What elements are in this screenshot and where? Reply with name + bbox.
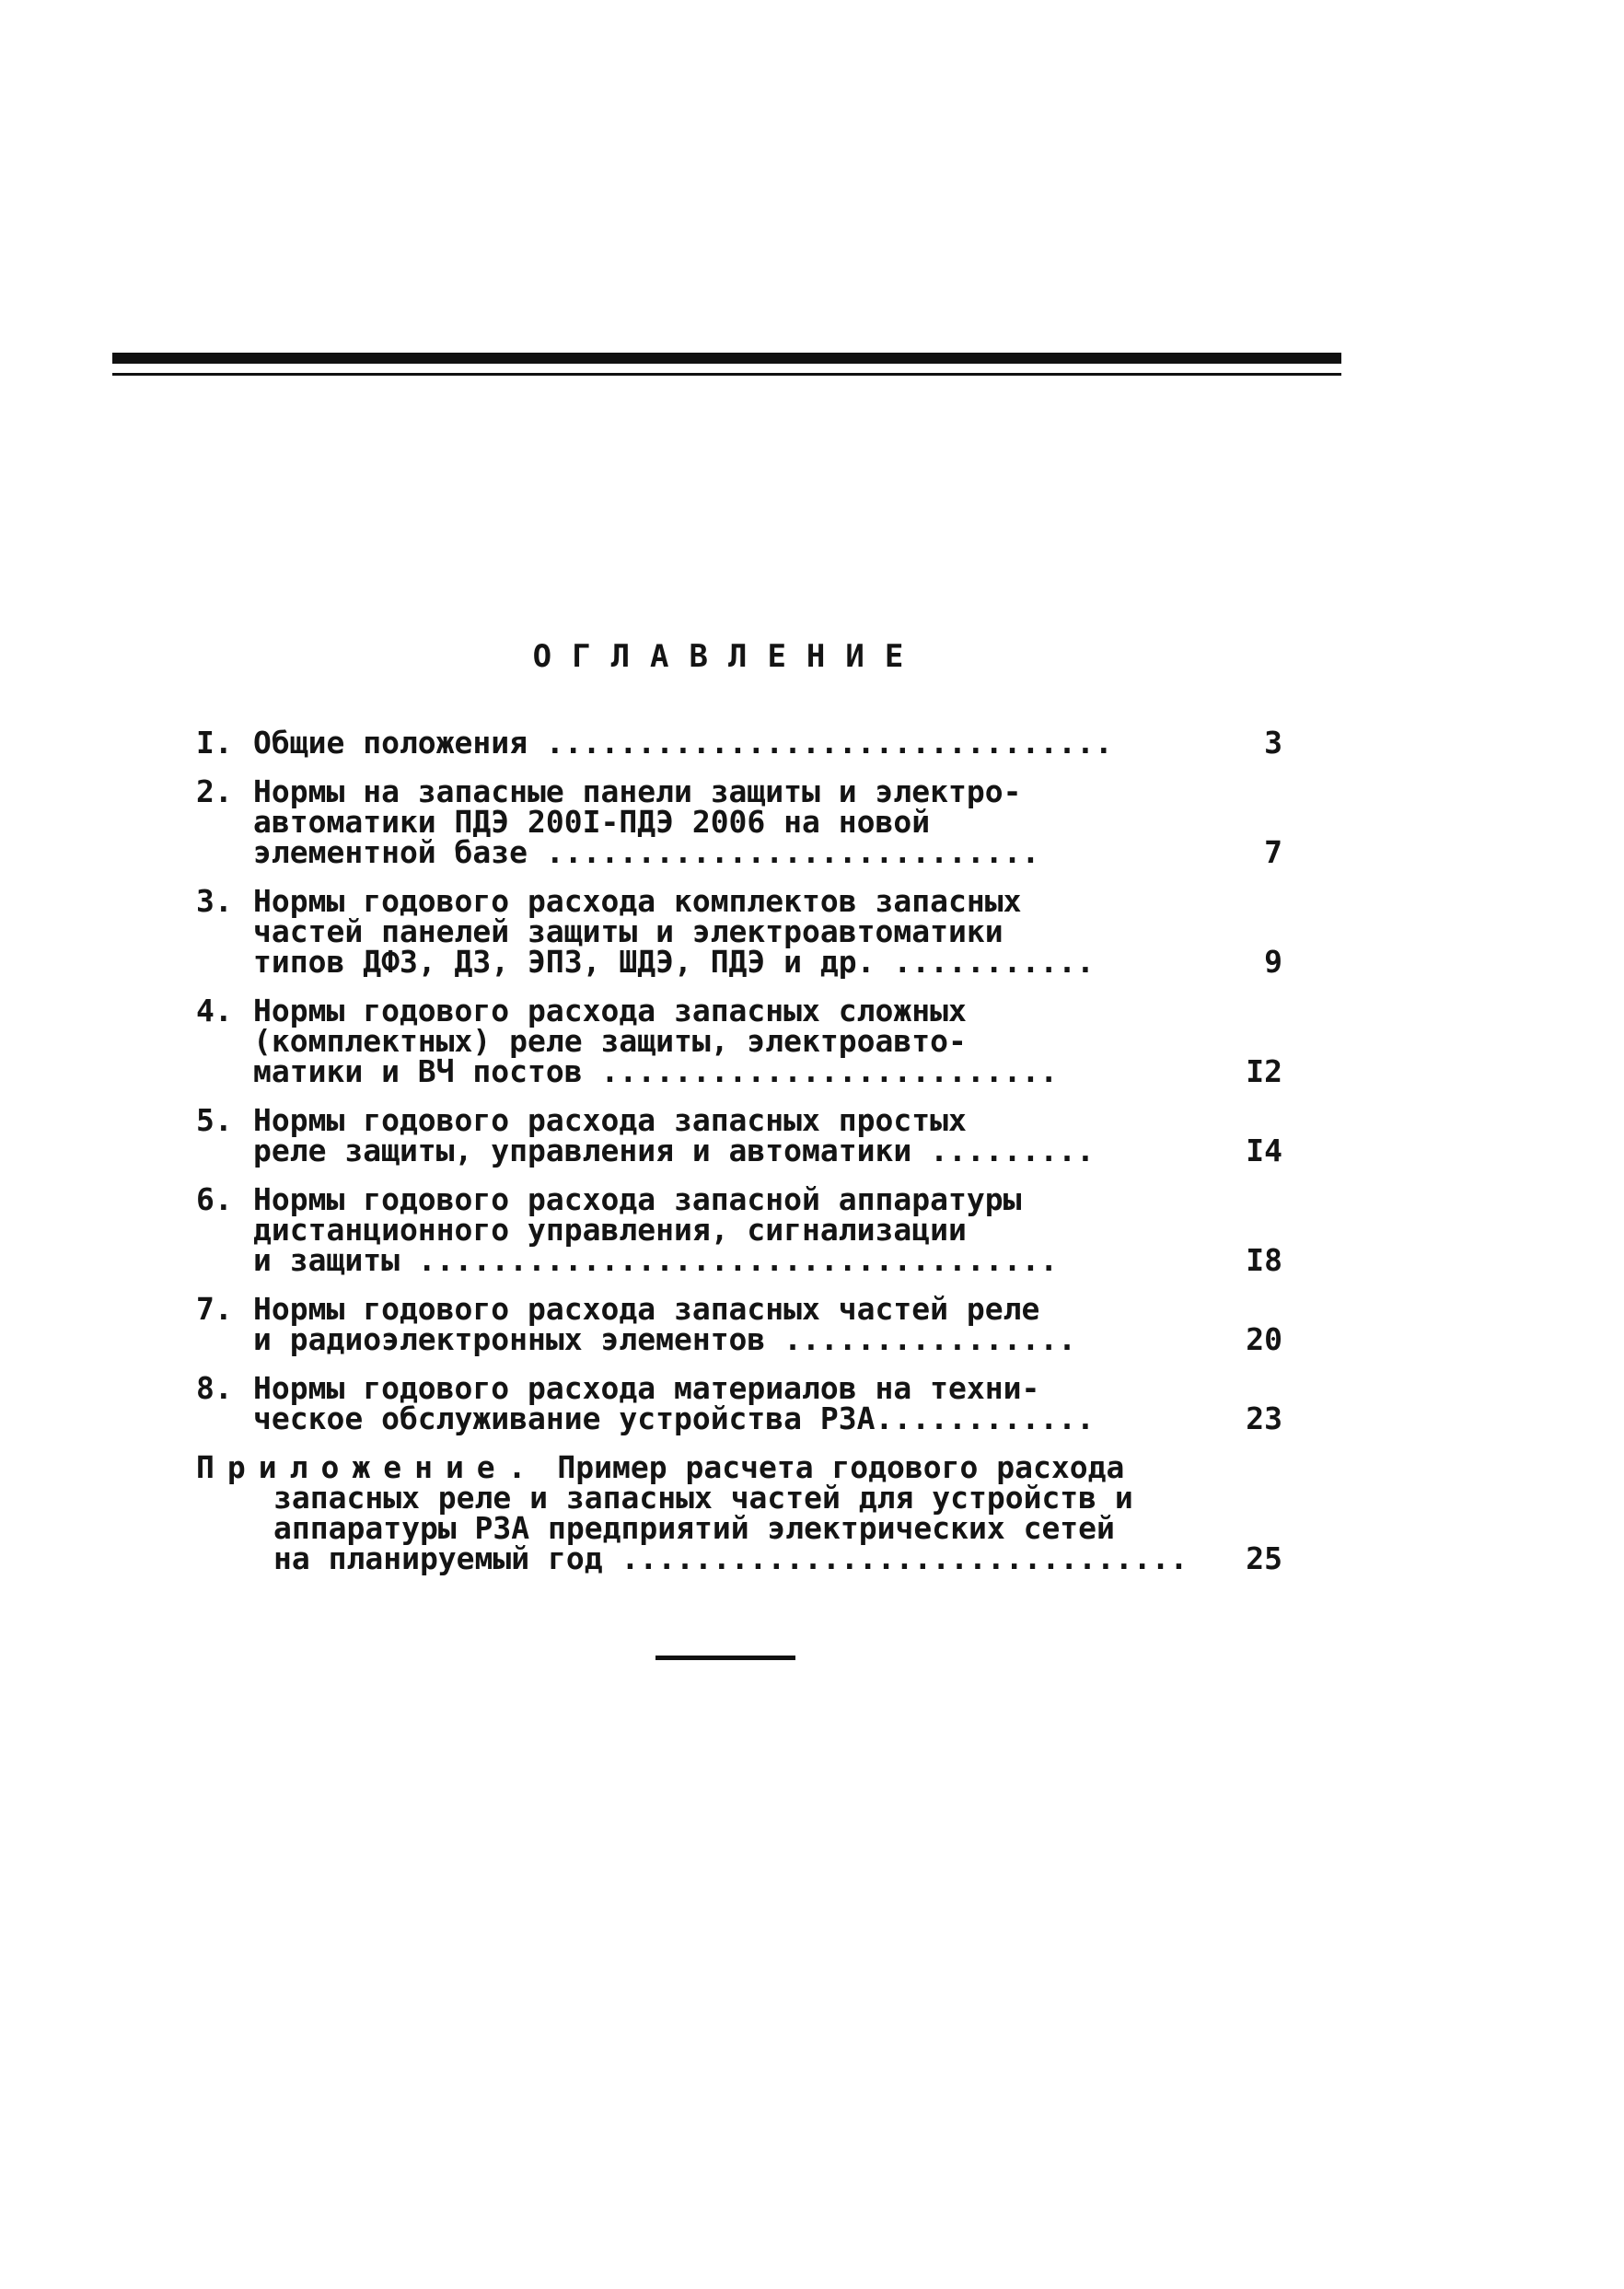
top-rule-thick (112, 353, 1341, 364)
toc-entry-line: реле защиты, управления и автоматики ......... (253, 1133, 1095, 1168)
toc-entry-line: Общие положения ............................... (253, 725, 1113, 761)
toc-entry-line: запасных реле и запасных частей для устройств и (273, 1480, 1133, 1516)
toc-entry-number: 8. (196, 1370, 233, 1406)
toc-entry-page: 7 (1264, 834, 1282, 870)
toc-entry-line: Нормы годового расхода запасных простых (253, 1102, 967, 1138)
toc-entry-line: (комплектных) реле защиты, электроавто- (253, 1023, 967, 1059)
toc-entry-line: автоматики ПДЭ 200I-ПДЭ 2006 на новой (253, 804, 931, 840)
top-rule-thin (112, 373, 1341, 376)
toc-entry-line: типов ДФЗ, ДЗ, ЭПЗ, ШДЭ, ПДЭ и др. ........... (253, 944, 1095, 980)
toc-entry-number: 3. (196, 883, 233, 919)
toc-entry-page: I4 (1246, 1133, 1282, 1168)
toc-entry-line: Нормы годового расхода комплектов запасных (253, 883, 1022, 919)
toc-entry-appendix[interactable] (196, 1449, 1282, 1576)
toc-entry-8[interactable] (196, 1370, 1282, 1436)
toc-entry-line: частей панелей защиты и электроавтоматики (253, 913, 1003, 949)
toc-entry-3[interactable] (196, 883, 1282, 980)
toc-entry-1[interactable] (196, 725, 1282, 761)
toc-entry-line: и защиты ................................... (253, 1242, 1059, 1278)
toc-entry-page: I2 (1246, 1053, 1282, 1089)
toc-entry-line: Нормы на запасные панели защиты и электро- (253, 773, 1022, 809)
toc-entry-page: 9 (1264, 944, 1282, 980)
toc-entry-6[interactable] (196, 1181, 1282, 1278)
toc-entry-page: 20 (1246, 1321, 1282, 1357)
toc-entry-line: Нормы годового расхода запасной аппаратуры (253, 1181, 1022, 1217)
toc-entry-number: I. (196, 725, 233, 761)
toc-entry-page: 3 (1264, 725, 1282, 761)
toc-entry-number: 4. (196, 993, 233, 1028)
toc-entry-line: дистанционного управления, сигнализации (253, 1212, 967, 1248)
toc-entry-line: Нормы годового расхода запасных сложных (253, 993, 967, 1028)
toc-entry-line: аппаратуры РЗА предприятий электрических сетей (273, 1510, 1115, 1546)
toc-entry-number: 7. (196, 1291, 233, 1327)
toc-entry-line: Пример расчета годового расхода (557, 1449, 1125, 1485)
toc-entry-line: и радиоэлектронных элементов ................ (253, 1321, 1077, 1357)
toc-entry-line: Нормы годового расхода запасных частей реле (253, 1291, 1040, 1327)
toc-entry-line: матики и ВЧ постов ......................... (253, 1053, 1059, 1089)
toc-entry-line: Нормы годового расхода материалов на техни- (253, 1370, 1040, 1406)
toc-entry-5[interactable] (196, 1102, 1282, 1168)
toc-entry-page: I8 (1246, 1242, 1282, 1278)
toc-entry-page: 25 (1246, 1540, 1282, 1576)
page-title: ОГЛАВЛЕНИЕ (532, 638, 924, 675)
toc-entry-7[interactable] (196, 1291, 1282, 1357)
toc-entry-4[interactable] (196, 993, 1282, 1089)
toc-entry-number: 2. (196, 773, 233, 809)
bottom-rule (655, 1656, 795, 1660)
toc-entry-number: 5. (196, 1102, 233, 1138)
table-of-contents (196, 727, 1282, 1592)
toc-entry-2[interactable] (196, 773, 1282, 870)
appendix-label: Приложение. (196, 1449, 539, 1485)
toc-entry-line: на планируемый год ............................... (273, 1540, 1189, 1576)
toc-entry-line: элементной базе ........................... (253, 834, 1040, 870)
toc-entry-line: ческое обслуживание устройства РЗА............ (253, 1400, 1095, 1436)
toc-entry-page: 23 (1246, 1400, 1282, 1436)
toc-entry-number: 6. (196, 1181, 233, 1217)
